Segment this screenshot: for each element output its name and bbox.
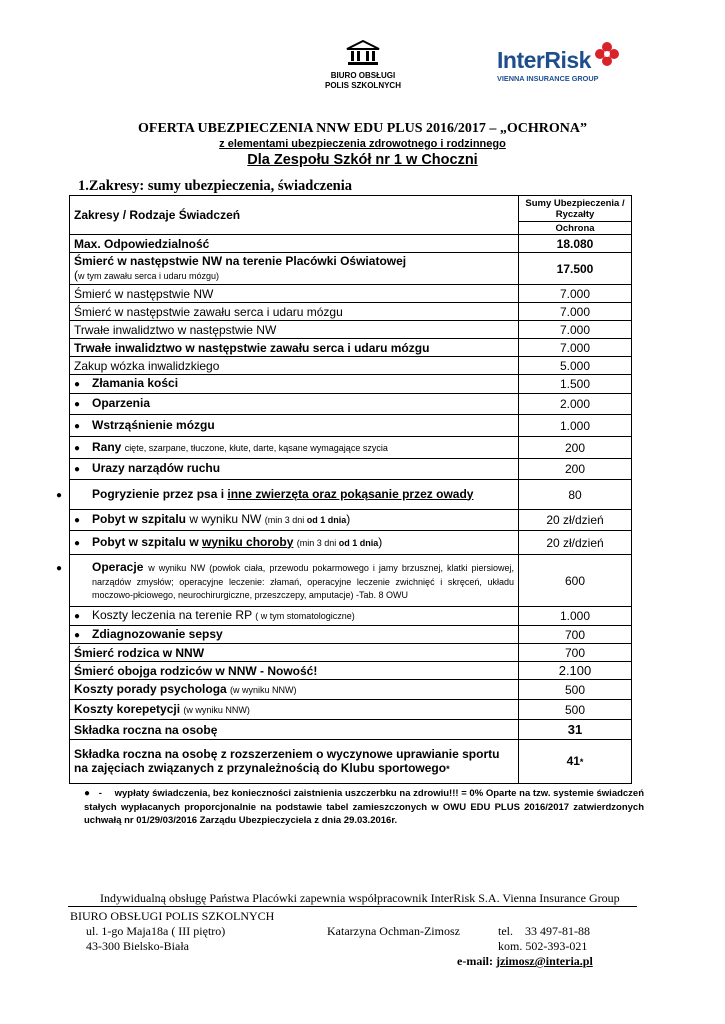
row-label-cell <box>70 415 519 437</box>
row-label: Koszty porady psychologa <box>74 682 227 696</box>
table-row <box>70 437 632 459</box>
row-label: Śmierć w następstwie NW na terenie Placówki Oświatowej <box>74 254 407 268</box>
row-value-star: * <box>579 757 584 767</box>
row-value: 17.500 <box>519 253 632 285</box>
footer-address-2: 43-300 Bielsko-Biała <box>86 939 189 953</box>
row-label: Koszty leczenia na terenie RP <box>92 608 252 622</box>
row-value: 18.080 <box>519 235 632 253</box>
row-value: 200 <box>519 459 632 480</box>
bullet-icon: ● <box>74 420 81 432</box>
row-label: Trwałe inwalidztwo w następstwie NW <box>70 321 519 339</box>
row-label-cell <box>70 375 519 394</box>
table-row <box>70 626 632 644</box>
header-variant: Ochrona <box>519 222 632 235</box>
table-row <box>70 303 632 321</box>
bullet-icon: ● <box>74 537 81 549</box>
table-header-row <box>70 196 632 222</box>
table-row <box>70 607 632 626</box>
offer-subtitle: z elementami ubezpieczenia zdrowotnego i rodzinnego <box>219 138 506 150</box>
note-dash: - <box>98 788 102 799</box>
row-note: w tym zawału serca i udaru mózgu) <box>78 271 220 281</box>
table-row <box>70 235 632 253</box>
section-heading: 1.Zakresy: sumy ubezpieczenia, świadczenia <box>78 178 353 194</box>
row-label-cell <box>70 253 519 285</box>
row-label-cell <box>70 531 519 555</box>
school-name: Dla Zespołu Szkół nr 1 w Choczni <box>247 152 478 168</box>
table-row <box>70 375 632 394</box>
header-scope: Zakresy / Rodzaje Świadczeń <box>70 196 519 235</box>
row-label: Koszty korepetycji <box>74 702 181 716</box>
row-label-2: w wyniku NW <box>186 512 262 526</box>
row-label: Zdiagnozowanie sepsy <box>92 626 223 641</box>
table-row <box>70 285 632 303</box>
bullet-icon: ● <box>74 629 81 641</box>
row-note: ( w tym stomatologiczne) <box>255 611 355 621</box>
row-label-cell <box>56 555 519 607</box>
row-value: 7.000 <box>519 285 632 303</box>
row-value: 1.000 <box>519 607 632 626</box>
table-row <box>70 480 632 510</box>
row-label: Operacje <box>92 559 144 574</box>
row-value: 7.000 <box>519 339 632 357</box>
row-value: 600 <box>519 555 632 607</box>
row-label: Składka roczna na osobę z rozszerzeniem o wyczynowe uprawianie sportu na zajęciach związanych z przynależnością do Klubu sportowego <box>74 747 500 775</box>
row-note-bold: od 1 dnia <box>306 515 347 525</box>
table-row <box>70 415 632 437</box>
bullet-icon: ● <box>56 489 63 501</box>
building-icon <box>346 40 380 66</box>
benefits-table <box>56 195 632 784</box>
row-label-cell <box>70 437 519 459</box>
row-label: Urazy narządów ruchu <box>92 461 221 475</box>
row-label: Zakup wózka inwalidzkiego <box>70 357 519 375</box>
table-row <box>70 321 632 339</box>
email-link[interactable]: jzimosz@interia.pl <box>495 954 593 968</box>
interrisk-name: InterRisk <box>497 47 591 73</box>
row-label: Trwałe inwalidztwo w następstwie zawału serca i udaru mózgu <box>70 339 519 357</box>
row-label-cell <box>70 607 519 626</box>
row-label: Rany <box>92 439 122 454</box>
row-label-underlined: inne zwierzęta oraz pokąsanie przez owady <box>227 486 474 501</box>
row-close: ) <box>378 534 383 549</box>
footer-tel: tel. 33 497-81-88 <box>498 924 590 938</box>
table-row <box>70 510 632 531</box>
row-paren: ( <box>74 268 78 282</box>
row-note: (min 3 dni <box>296 537 339 548</box>
footer-service-line: Indywidualną obsługę Państwa Placówki zapewnia współpracownik InterRisk S.A. Vienna Insurance Group <box>100 891 620 905</box>
table-row <box>70 253 632 285</box>
row-label-cell <box>70 740 519 784</box>
row-value: 5.000 <box>519 357 632 375</box>
interrisk-sub: VIENNA INSURANCE GROUP <box>497 74 599 83</box>
table-row <box>70 459 632 480</box>
row-value: 500 <box>519 700 632 720</box>
row-value: 2.100 <box>519 662 632 680</box>
row-value: 7.000 <box>519 321 632 339</box>
logo-line-1: BIURO OBSŁUGI <box>330 71 396 80</box>
bullet-icon: ● <box>74 464 81 475</box>
row-label: Śmierć w następstwie zawału serca i udaru mózgu <box>70 303 519 321</box>
email-label: e-mail: <box>457 954 493 968</box>
table-row <box>70 394 632 415</box>
row-label-cell <box>70 459 519 480</box>
row-label: Wstrząśnienie mózgu <box>92 417 215 432</box>
row-label: Pogryzienie przez psa i <box>92 486 228 501</box>
row-label-underlined: wyniku choroby <box>202 534 294 549</box>
table-row <box>70 531 632 555</box>
row-label: Śmierć obojga rodziców w NNW - Nowość! <box>70 662 519 680</box>
row-star: * <box>446 764 450 774</box>
row-value: 500 <box>519 680 632 700</box>
footer-address-1: ul. 1-go Maja18a ( III piętro) <box>86 924 226 938</box>
row-value: 700 <box>519 644 632 662</box>
row-value: 1.000 <box>519 415 632 437</box>
row-value: 80 <box>519 480 632 510</box>
bullet-icon: ● <box>56 562 63 574</box>
logo-line-2: POLIS SZKOLNYCH <box>324 81 401 90</box>
row-value-cell <box>519 740 632 784</box>
footer-divider <box>68 906 637 907</box>
footer-person: Katarzyna Ochman-Zimosz <box>327 924 460 938</box>
row-label: Śmierć rodzica w NNW <box>70 644 519 662</box>
footer-office: BIURO OBSŁUGI POLIS SZKOLNYCH <box>70 909 275 923</box>
row-value: 2.000 <box>519 394 632 415</box>
bullet-icon: ● <box>74 515 81 526</box>
flower-icon <box>594 41 620 69</box>
biuro-logo <box>318 40 408 91</box>
row-label-cell <box>70 626 519 644</box>
row-value: 7.000 <box>519 303 632 321</box>
row-label-cell <box>70 510 519 531</box>
row-label: Oparzenia <box>92 396 151 410</box>
row-label: Złamania kości <box>92 376 179 390</box>
benefit-note <box>84 787 644 828</box>
table-row <box>70 680 632 700</box>
row-value: 41 <box>566 754 580 768</box>
bullet-icon: ● <box>74 442 81 454</box>
row-label-cell <box>70 394 519 415</box>
row-label: Składka roczna na osobę <box>70 720 519 740</box>
table-row <box>70 720 632 740</box>
header-sums: Sumy Ubezpieczenia / Ryczałty <box>519 196 632 222</box>
row-note: (min 3 dni <box>264 515 307 525</box>
footer-mobile: kom. 502-393-021 <box>498 939 588 953</box>
note-text: wypłaty świadczenia, bez konieczności zaistnienia uszczerbku na zdrowiu!!! = 0% Oparte na tzw. systemie świadczeń stałych wypłacanych proporcjonalnie na podstawie tabel zamieszczonych w OWU EDU PLUS 2016/2017 zatwierdzonych uchwałą nr 01/29/03/2016 Zarządu Ubezpieczyciela z dnia 29.03.2016r. <box>84 788 645 826</box>
bullet-icon: ● <box>74 399 81 410</box>
row-note: w wyniku NW (powłok ciała, przewodu pokarmowego i jamy brzusznej, klatki piersiowej, narządów zmysłów; operacyjne leczenie: złamań, operacyjne leczenie zwichnięć i skręceń, układu moczowo-płciowego, neurochirurgiczne, przeszczepy, amputacje) -Tab. 8 OWU <box>92 562 514 600</box>
row-value: 20 zł/dzień <box>519 531 632 555</box>
row-label: Śmierć w następstwie NW <box>70 285 519 303</box>
table-row <box>70 357 632 375</box>
table-row <box>70 740 632 784</box>
row-label: Pobyt w szpitalu w <box>92 534 203 549</box>
bullet-icon: ● <box>74 611 81 622</box>
offer-title: OFERTA UBEZPIECZENIA NNW EDU PLUS 2016/2017 – „OCHRONA” <box>138 121 587 136</box>
row-value: 31 <box>519 720 632 740</box>
row-value: 700 <box>519 626 632 644</box>
row-label-cell <box>56 480 519 510</box>
bullet-icon: ● <box>84 788 91 799</box>
row-value: 20 zł/dzień <box>519 510 632 531</box>
row-note: (w wyniku NNW) <box>230 685 297 695</box>
bullet-icon: ● <box>74 379 81 390</box>
table-row <box>70 644 632 662</box>
row-label: Pobyt w szpitalu <box>92 512 187 526</box>
row-note-bold: od 1 dnia <box>338 537 379 548</box>
interrisk-logo <box>497 47 622 83</box>
row-note: (w wyniku NNW) <box>183 705 250 715</box>
row-close: ) <box>346 512 351 526</box>
row-note: cięte, szarpane, tłuczone, kłute, darte, kąsane wymagające szycia <box>124 442 388 453</box>
row-label-cell <box>70 700 519 720</box>
table-row <box>70 339 632 357</box>
row-label-cell <box>70 680 519 700</box>
row-label: Max. Odpowiedzialność <box>70 235 519 253</box>
table-row <box>70 662 632 680</box>
footer-email <box>457 954 593 968</box>
row-value: 200 <box>519 437 632 459</box>
table-row <box>70 555 632 607</box>
table-row <box>70 700 632 720</box>
row-value: 1.500 <box>519 375 632 394</box>
